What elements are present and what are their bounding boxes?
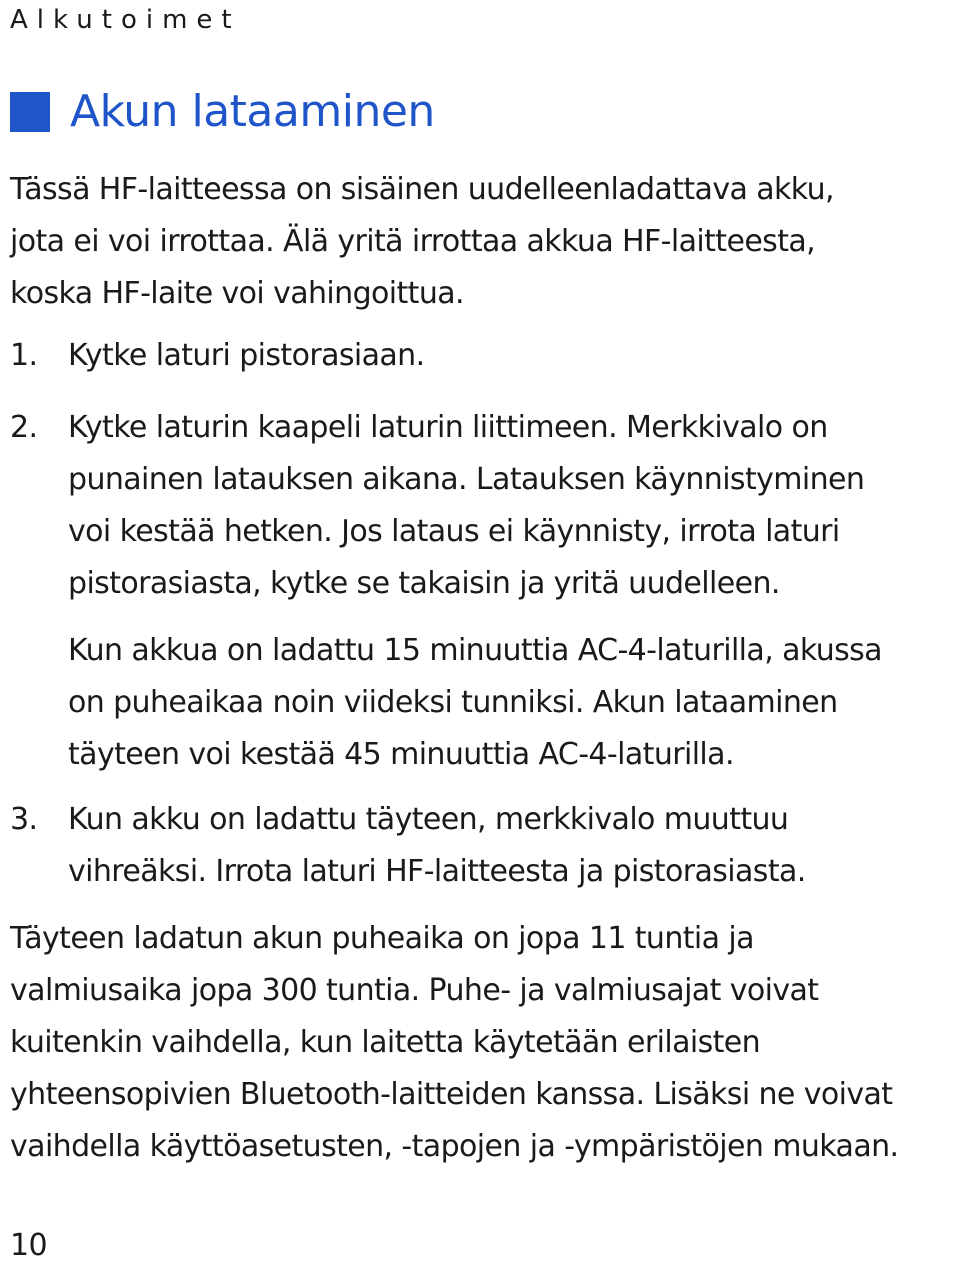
note-line: Kun akkua on ladattu 15 minuuttia AC-4-laturilla, akussa [68,633,882,668]
step-line: punainen latauksen aikana. Latauksen käynnistyminen [68,462,865,497]
step-line: voi kestää hetken. Jos lataus ei käynnisty, irrota laturi [68,514,840,549]
heading-square-marker [10,92,50,132]
intro-paragraph [10,164,834,320]
step-line: Kytke laturin kaapeli laturin liittimeen. Merkkivalo on [68,410,828,445]
step-line: Kytke laturi pistorasiaan. [68,338,425,373]
closing-paragraph [10,913,898,1173]
step-line: Kun akku on ladattu täyteen, merkkivalo muuttuu [68,802,789,837]
running-header: Alkutoimet [10,5,241,35]
step-text [68,330,425,382]
closing-line: kuitenkin vaihdella, kun laitetta käytetään erilaisten [10,1025,761,1060]
intro-line: Tässä HF-laitteessa on sisäinen uudelleenladattava akku, [10,172,834,207]
step-line: pistorasiasta, kytke se takaisin ja yritä uudelleen. [68,566,780,601]
step-text [68,794,806,898]
step-number: 3. [10,802,38,837]
section-title: Akun lataaminen [70,86,435,137]
intro-line: koska HF-laite voi vahingoittua. [10,276,464,311]
intro-line: jota ei voi irrottaa. Älä yritä irrottaa akkua HF-laitteesta, [10,224,816,259]
closing-line: valmiusaika jopa 300 tuntia. Puhe- ja valmiusajat voivat [10,973,819,1008]
step-line: vihreäksi. Irrota laturi HF-laitteesta ja pistorasiasta. [68,854,806,889]
note-line: on puheaikaa noin viideksi tunniksi. Akun lataaminen [68,685,838,720]
note-line: täyteen voi kestää 45 minuuttia AC-4-laturilla. [68,737,734,772]
page-number: 10 [10,1228,47,1263]
section-heading [10,82,435,142]
closing-line: yhteensopivien Bluetooth-laitteiden kanssa. Lisäksi ne voivat [10,1077,893,1112]
closing-line: Täyteen ladatun akun puheaika on jopa 11 tuntia ja [10,921,754,956]
step-number: 2. [10,410,38,445]
closing-line: vaihdella käyttöasetusten, -tapojen ja -ympäristöjen mukaan. [10,1129,899,1164]
step-number: 1. [10,338,38,373]
step-2-note [68,625,882,781]
step-text [68,402,864,610]
